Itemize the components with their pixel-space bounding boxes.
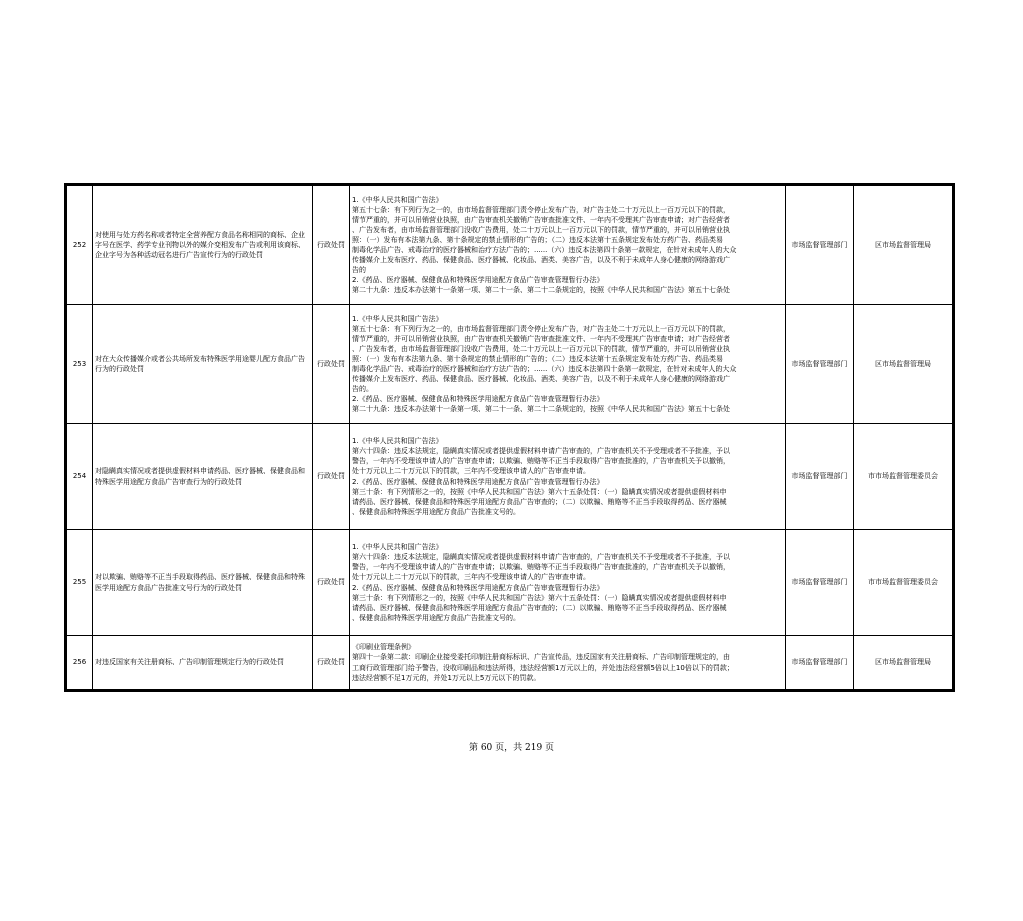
legal-basis <box>350 424 786 530</box>
legal-basis <box>350 186 786 305</box>
basis-line: 违法经营额不足1万元的，并处1万元以上5万元以下的罚款。 <box>352 673 541 682</box>
basis-line: 照：（一）发布有本法第九条、第十条规定的禁止情形的广告的；（二）违反本法第十五条规定发布处方药广告、药品类易 <box>352 354 723 363</box>
item-name: 对以欺骗、贿赂等不正当手段取得药品、医疗器械、保健食品和特殊医学用途配方食品广告批准文号行为的行政处罚 <box>93 530 313 636</box>
basis-line: 、广告发布者，由市场监督管理部门没收广告费用，处二十万元以上一百万元以下的罚款，情节严重的，并可以吊销营业执 <box>352 344 730 353</box>
basis-line: 第五十七条：有下列行为之一的，由市场监督管理部门责令停止发布广告，对广告主处二十万元以上一百万元以下的罚款， <box>352 324 730 333</box>
table-row <box>67 530 953 636</box>
row-number: 256 <box>67 636 93 690</box>
basis-line: 处十万元以上二十万元以下的罚款，三年内不受理该申请人的广告审查申请。 <box>352 573 590 582</box>
basis-line: 第六十四条：违反本法规定，隐瞒真实情况或者提供虚假材料申请广告审查的，广告审查机关不予受理或者不予批准，予以 <box>352 447 730 456</box>
basis-line: 情节严重的，并可以吊销营业执照，由广告审查机关撤销广告审查批准文件、一年内不受理其广告审查申请；对广告经营者 <box>352 334 730 343</box>
basis-line: 1.《中华人民共和国广告法》 <box>352 314 443 323</box>
enforcement-subject: 市场监督管理部门 <box>786 424 854 530</box>
basis-line: 情节严重的，并可以吊销营业执照，由广告审查机关撤销广告审查批准文件、一年内不受理其广告审查申请；对广告经营者 <box>352 215 730 224</box>
legal-basis <box>350 530 786 636</box>
penalty-table <box>66 185 953 690</box>
enforcement-subject: 市场监督管理部门 <box>786 305 854 424</box>
legal-basis <box>350 636 786 690</box>
basis-line: 第二十九条：违反本办法第十一条第一项、第二十一条、第二十二条规定的，按照《中华人民共和国广告法》第五十七条处 <box>352 286 730 295</box>
basis-line: 1.《中华人民共和国广告法》 <box>352 195 443 204</box>
row-number: 253 <box>67 305 93 424</box>
basis-line: 2.《药品、医疗器械、保健食品和特殊医学用途配方食品广告审查管理暂行办法》 <box>352 583 604 592</box>
basis-line: 、保健食品和特殊医学用途配方食品广告批准文号的。 <box>352 613 520 622</box>
row-number: 252 <box>67 186 93 305</box>
table-body <box>67 186 953 690</box>
basis-line: 警告，一年内不受理该申请人的广告审查申请；以欺骗、贿赂等不正当手段取得广告审查批准的，广告审查机关予以撤销， <box>352 457 730 466</box>
table-row <box>67 186 953 305</box>
basis-line: 告的 <box>352 266 366 275</box>
basis-line: 1.《中华人民共和国广告法》 <box>352 437 443 446</box>
table-row <box>67 424 953 530</box>
basis-line: 制毒化学品广告、戒毒治疗的医疗器械和治疗方法广告的；......（六）违反本法第四十条第一款规定，在针对未成年人的大众 <box>352 365 737 373</box>
basis-line: 工商行政管理部门给予警告，没收印刷品和违法所得，违法经营额1万元以上的，并处违法经营额5倍以上10倍以下的罚款； <box>352 663 734 672</box>
basis-line: 1.《中华人民共和国广告法》 <box>352 543 443 552</box>
responsible-org: 市市场监督管理委员会 <box>854 424 953 530</box>
basis-line: 第三十条：有下列情形之一的，按照《中华人民共和国广告法》第六十五条处罚：（一）隐瞒真实情况或者提供虚假材料申 <box>352 593 727 602</box>
enforcement-subject: 市场监督管理部门 <box>786 636 854 690</box>
penalty-type: 行政处罚 <box>313 305 350 424</box>
table-row <box>67 305 953 424</box>
penalty-type: 行政处罚 <box>313 530 350 636</box>
basis-line: 传播媒介上发布医疗、药品、保健食品、医疗器械、化妆品、酒类、美容广告，以及不利于未成年人身心健康的网络游戏广 <box>352 375 730 384</box>
responsible-org: 区市场监督管理局 <box>854 186 953 305</box>
row-number: 254 <box>67 424 93 530</box>
item-name: 对使用与处方药名称或者特定全营养配方食品名称相同的商标、企业字号在医学、药学专业刊物以外的媒介变相发布广告或利用该商标、企业字号为各种活动冠名进行广告宣传行为的行政处罚 <box>93 186 313 305</box>
page-footer: 第 60 页，共 219 页 <box>468 743 555 753</box>
basis-line: 照：（一）发布有本法第九条、第十条规定的禁止情形的广告的；（二）违反本法第十五条规定发布处方药广告、药品类易 <box>352 235 723 244</box>
basis-line: 告的。 <box>352 385 373 394</box>
basis-line: 第二十九条：违反本办法第十一条第一项、第二十一条、第二十二条规定的，按照《中华人民共和国广告法》第五十七条处 <box>352 405 730 414</box>
basis-line: 第三十条：有下列情形之一的，按照《中华人民共和国广告法》第六十五条处罚：（一）隐瞒真实情况或者提供虚假材料申 <box>352 487 727 496</box>
basis-line: 第六十四条：违反本法规定，隐瞒真实情况或者提供虚假材料申请广告审查的，广告审查机关不予受理或者不予批准，予以 <box>352 553 730 562</box>
row-number: 255 <box>67 530 93 636</box>
basis-line: 第四十一条第二款：印刷企业接受委托印制注册商标标识、广告宣传品，违反国家有关注册商标、广告印制管理规定的，由 <box>352 653 730 662</box>
basis-line: 第五十七条：有下列行为之一的，由市场监督管理部门责令停止发布广告，对广告主处二十万元以上一百万元以下的罚款， <box>352 205 730 214</box>
basis-line: 传播媒介上发布医疗、药品、保健食品、医疗器械、化妆品、酒类、美容广告，以及不利于未成年人身心健康的网络游戏广 <box>352 256 730 265</box>
responsible-org: 区市场监督管理局 <box>854 636 953 690</box>
item-name: 对在大众传播媒介或者公共场所发布特殊医学用途婴儿配方食品广告行为的行政处罚 <box>93 305 313 424</box>
basis-line: 2.《药品、医疗器械、保健食品和特殊医学用途配方食品广告审查管理暂行办法》 <box>352 395 604 404</box>
item-name: 对违反国家有关注册商标、广告印制管理规定行为的行政处罚 <box>93 636 313 690</box>
enforcement-subject: 市场监督管理部门 <box>786 530 854 636</box>
basis-line: 2.《药品、医疗器械、保健食品和特殊医学用途配方食品广告审查管理暂行办法》 <box>352 276 604 285</box>
penalty-type: 行政处罚 <box>313 636 350 690</box>
basis-line: 制毒化学品广告、戒毒治疗的医疗器械和治疗方法广告的；......（六）违反本法第四十条第一款规定，在针对未成年人的大众 <box>352 246 737 254</box>
basis-line: 处十万元以上二十万元以下的罚款，三年内不受理该申请人的广告审查申请。 <box>352 467 590 476</box>
basis-line: 请药品、医疗器械、保健食品和特殊医学用途配方食品广告审查的；（二）以欺骗、贿赂等不正当手段取得药品、医疗器械 <box>352 603 727 612</box>
enforcement-subject: 市场监督管理部门 <box>786 186 854 305</box>
basis-line: 《印刷业管理条例》 <box>352 643 415 652</box>
basis-line: 请药品、医疗器械、保健食品和特殊医学用途配方食品广告审查的；（二）以欺骗、贿赂等不正当手段取得药品、医疗器械 <box>352 497 727 506</box>
item-name: 对隐瞒真实情况或者提供虚假材料申请药品、医疗器械、保健食品和特殊医学用途配方食品广告审查行为的行政处罚 <box>93 424 313 530</box>
responsible-org: 区市场监督管理局 <box>854 305 953 424</box>
legal-basis <box>350 305 786 424</box>
basis-line: 、保健食品和特殊医学用途配方食品广告批准文号的。 <box>352 507 520 516</box>
basis-line: 2.《药品、医疗器械、保健食品和特殊医学用途配方食品广告审查管理暂行办法》 <box>352 477 604 486</box>
responsible-org: 市市场监督管理委员会 <box>854 530 953 636</box>
penalty-type: 行政处罚 <box>313 186 350 305</box>
penalty-type: 行政处罚 <box>313 424 350 530</box>
basis-line: 、广告发布者，由市场监督管理部门没收广告费用，处二十万元以上一百万元以下的罚款，情节严重的，并可以吊销营业执 <box>352 225 730 234</box>
basis-line: 警告，一年内不受理该申请人的广告审查申请；以欺骗、贿赂等不正当手段取得广告审查批准的，广告审查机关予以撤销， <box>352 563 730 572</box>
table-row <box>67 636 953 690</box>
